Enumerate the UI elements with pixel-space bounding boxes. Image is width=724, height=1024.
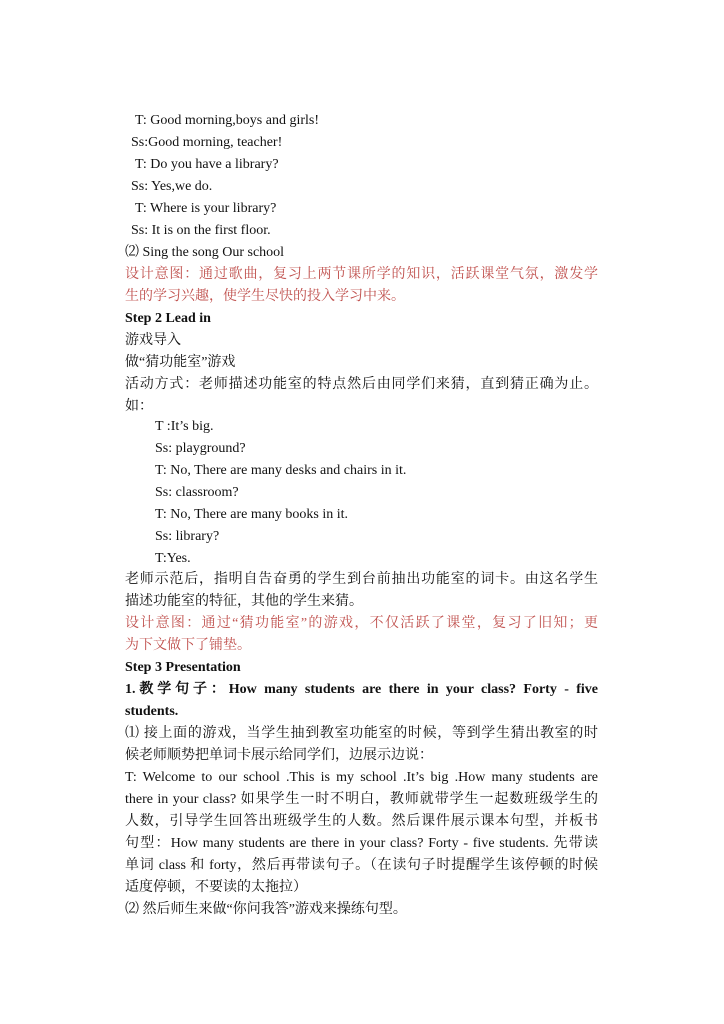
paragraph-line: 人数，引导学生回答出班级学生的人数。然后课件展示课本句型，并板书 [125, 814, 598, 829]
step2-line: 如： [125, 399, 153, 414]
dialogue-line: T: No, There are many books in it. [155, 507, 349, 522]
dialogue-line: Ss:Good morning, teacher! [131, 135, 283, 150]
dialogue-line: T:Yes. [155, 551, 191, 566]
dialogue-line: T :It’s big. [155, 419, 214, 434]
design-intent-line: 生的学习兴趣，使学生尽快的投入学习中来。 [125, 289, 405, 304]
step2-line: 游戏导入 [125, 333, 181, 348]
paragraph-line: 适度停顿，不要读的太拖拉） [125, 880, 307, 895]
paragraph-line: T: Welcome to our school .This is my school .It’s big .How many students are [125, 770, 598, 785]
step2-line: 做“猜功能室”游戏 [125, 355, 236, 370]
dialogue-line: Ss: It is on the first floor. [131, 223, 271, 238]
dialogue-line: Ss: Yes,we do. [131, 179, 213, 194]
step2-after-line: 老师示范后，指明自告奋勇的学生到台前抽出功能室的词卡。由这名学生 [125, 572, 598, 587]
design-intent-line: 设计意图：通过“猜功能室”的游戏，不仅活跃了课堂，复习了旧知；更 [125, 616, 598, 631]
step2-after-line: 描述功能室的特征，其他的学生来猜。 [125, 594, 363, 609]
step2-heading: Step 2 Lead in [125, 311, 211, 326]
dialogue-line: T: Where is your library? [135, 201, 277, 216]
step2-line: 活动方式：老师描述功能室的特点然后由同学们来猜，直到猜正确为止。 [125, 377, 598, 392]
paragraph-line: there in your class? 如果学生一时不明白，教师就带学生一起数班级学生的 [125, 792, 598, 807]
design-intent-line: 为下文做下了铺垫。 [125, 638, 251, 653]
dialogue-line: T: Good morning,boys and girls! [135, 113, 320, 128]
item1-heading-cont: students. [125, 704, 179, 719]
design-intent-line: 设计意图：通过歌曲，复习上两节课所学的知识，活跃课堂气氛，激发学 [125, 267, 598, 282]
paragraph-line: ⑵ 然后师生来做“你问我答”游戏来操练句型。 [125, 902, 407, 917]
paragraph-line: ⑴ 接上面的游戏，当学生抽到教室功能室的时候，等到学生猜出教室的时 [125, 726, 598, 741]
dialogue-line: T: Do you have a library? [135, 157, 279, 172]
sing-song-line: ⑵ Sing the song Our school [125, 245, 285, 260]
dialogue-line: Ss: library? [155, 529, 220, 544]
step3-heading: Step 3 Presentation [125, 660, 241, 675]
paragraph-line: 句型：How many students are there in your class? Forty - five students. 先带读 [125, 836, 598, 851]
dialogue-line: Ss: classroom? [155, 485, 239, 500]
paragraph-line: 单词 class 和 forty，然后再带读句子。（在读句子时提醒学生该停顿的时候 [125, 858, 598, 873]
paragraph-line: 候老师顺势把单词卡展示给同学们，边展示边说： [125, 748, 433, 763]
item1-heading: 1.教学句子：How many students are there in your class? Forty - five [125, 682, 598, 697]
dialogue-line: Ss: playground? [155, 441, 246, 456]
dialogue-line: T: No, There are many desks and chairs in it. [155, 463, 407, 478]
